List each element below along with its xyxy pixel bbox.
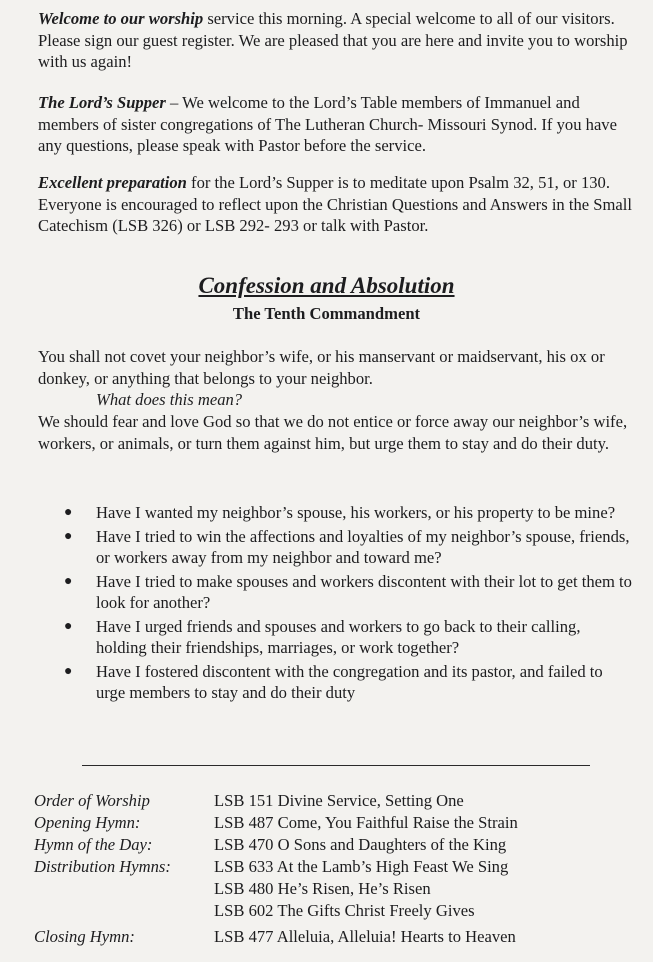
row-label: Hymn of the Day: [34,835,153,854]
commandment-text: You shall not covet your neighbor’s wife, or his manservant or maidservant, his ox or donkey, or anything that belongs to your neighbor. [38,347,605,388]
list-item [64,526,634,569]
order-of-service-table [34,790,518,948]
lords-supper-lead: The Lord’s Supper [38,93,166,112]
lords-supper-paragraph [38,92,644,157]
table-row [34,878,518,900]
lords-supper-text: – We welcome to the Lord’s Table members of Immanuel and members of sister congregations of The Lutheran Church- Missouri Synod. If you have any questions, please speak with Pastor before the service. [38,93,617,155]
preparation-paragraph [38,172,644,237]
answer-text: We should fear and love God so that we do not entice or force away our neighbor’s wife, workers, or animals, or turn them against him, but urge them to stay and do their duty. [38,412,628,453]
row-value: LSB 151 Divine Service, Setting One [214,791,464,810]
section-subtitle: The Tenth Commandment [232,304,421,323]
row-value: LSB 602 The Gifts Christ Freely Gives [214,901,475,920]
preparation-text: for the Lord’s Supper is to meditate upon Psalm 32, 51, or 130. Everyone is encouraged to reflect upon the Christian Questions and Answers in the Small Catechism (LSB 326) or LSB 292- 293 or talk with Pastor. [38,173,633,235]
question-label: What does this mean? [96,390,243,409]
list-item [64,616,634,659]
row-label [34,900,214,922]
table-row [34,790,518,812]
list-item [64,502,634,524]
bullet-icon: ● [64,663,73,679]
row-label: Opening Hymn: [34,813,141,832]
divider-line [82,765,590,766]
row-value: LSB 480 He’s Risen, He’s Risen [214,879,431,898]
bullet-icon: ● [64,618,73,634]
welcome-lead: Welcome to our worship [38,9,204,28]
section-title: Confession and Absolution [198,273,455,298]
table-row [34,922,518,948]
preparation-lead: Excellent preparation [38,173,187,192]
row-label: Closing Hymn: [34,927,135,946]
welcome-text: service this morning. A special welcome to all of our visitors. Please sign our guest register. We are pleased that you are here and invite you to worship with us again! [38,9,628,71]
list-item [64,571,634,614]
row-value: LSB 487 Come, You Faithful Raise the Strain [214,813,518,832]
row-label: Order of Worship [34,791,150,810]
bullet-icon: ● [64,505,73,520]
list-item-text: Have I fostered discontent with the congregation and its pastor, and failed to urge members to stay and do their duty [96,661,603,702]
bullet-icon: ● [64,573,73,589]
table-row [34,900,518,922]
list-item-text: Have I tried to make spouses and workers discontent with their lot to get them to look for another? [96,571,632,612]
welcome-paragraph [38,8,644,73]
table-row [34,834,518,856]
list-item-text: Have I wanted my neighbor’s spouse, his workers, or his property to be mine? [96,503,616,522]
table-row [34,812,518,834]
row-value: LSB 633 At the Lamb’s High Feast We Sing [214,857,509,876]
row-label [34,878,214,900]
examination-list [64,502,634,706]
bullet-icon: ● [64,528,73,544]
row-value: LSB 470 O Sons and Daughters of the King [214,835,507,854]
list-item-text: Have I tried to win the affections and loyalties of my neighbor’s spouse, friends, or workers away from my neighbor and toward me? [96,526,630,567]
list-item [64,661,634,704]
table-row [34,856,518,878]
row-value: LSB 477 Alleluia, Alleluia! Hearts to Heaven [214,927,516,946]
question-text [38,389,644,411]
row-label: Distribution Hymns: [34,857,171,876]
list-item-text: Have I urged friends and spouses and workers to go back to their calling, holding their friendships, marriages, or work together? [96,616,581,657]
